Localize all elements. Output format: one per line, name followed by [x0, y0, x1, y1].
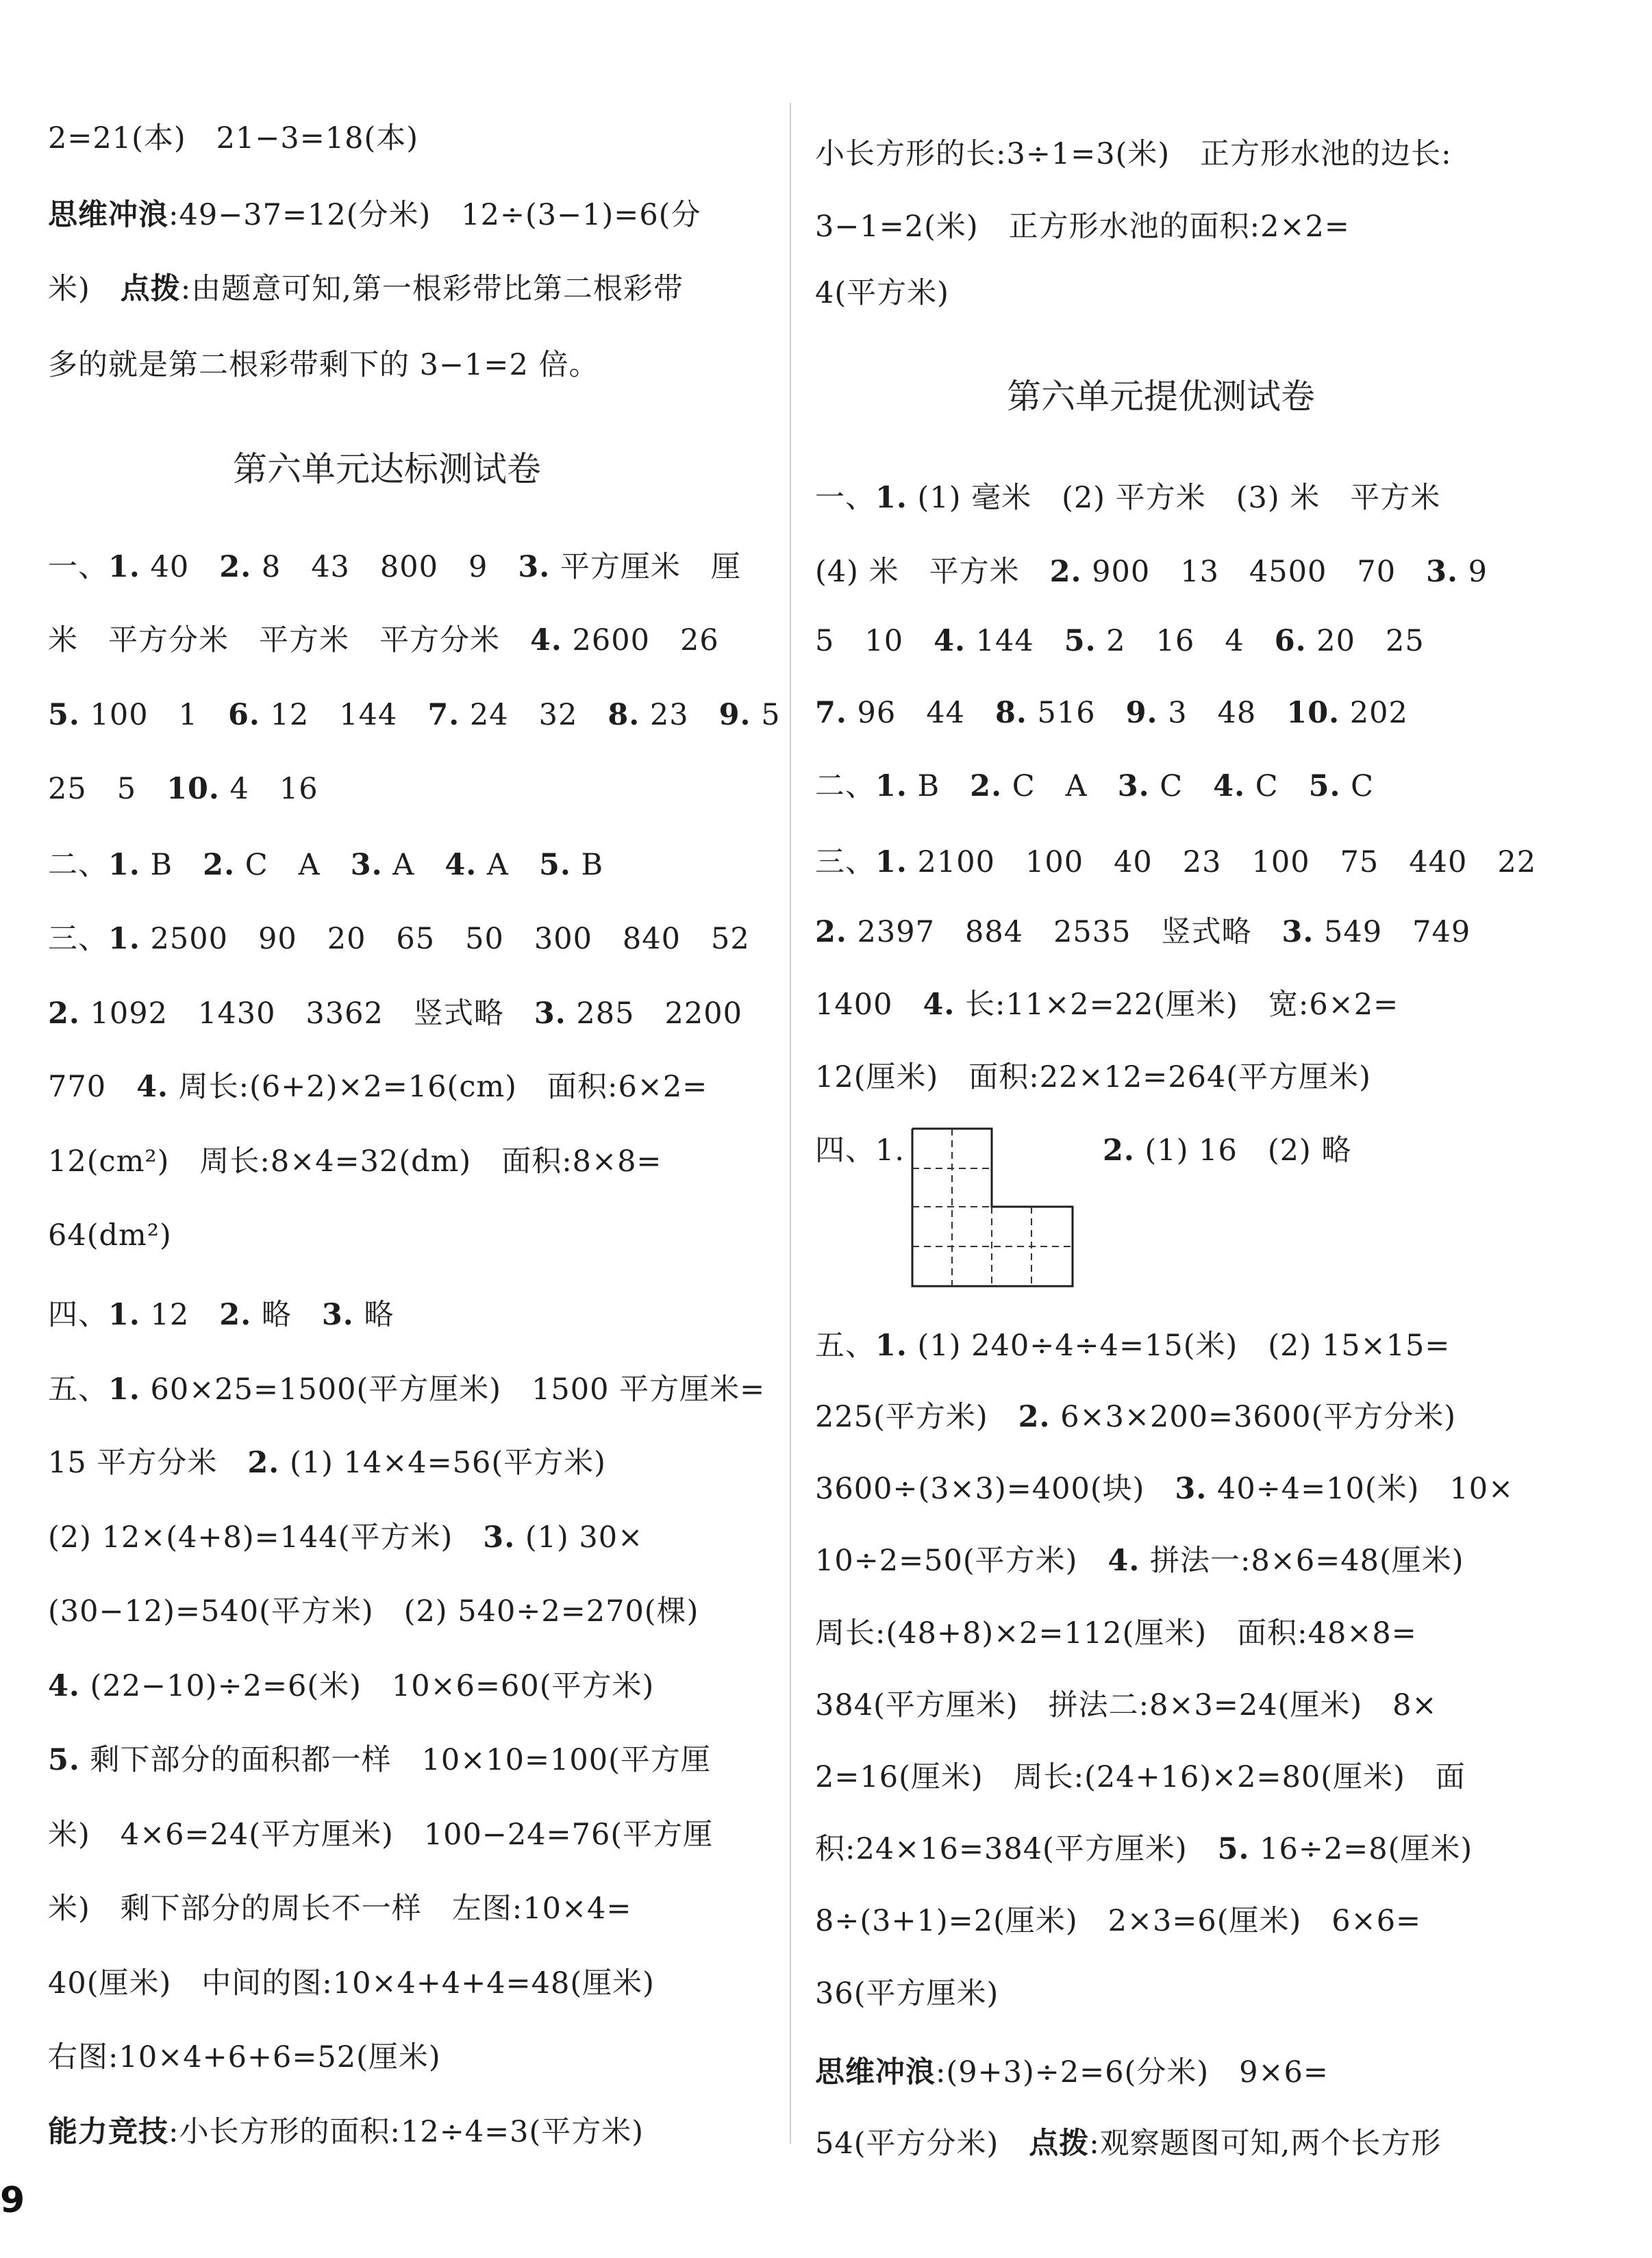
text-line: 5. 100 1 6. 12 144 7. 24 32 8. 23 9. 5: [48, 698, 781, 732]
text-line: 积:24×16=384(平方厘米) 5. 16÷2=8(厘米): [815, 1832, 1473, 1866]
text-line: 40(厘米) 中间的图:10×4+4+4=48(厘米): [48, 1966, 655, 2000]
text-line: [815, 2123, 1441, 2164]
text-line: 225(平方米) 2. 6×3×200=3600(平方分米): [815, 1400, 1457, 1434]
text-line: (4) 米 平方米 2. 900 13 4500 70 3. 9: [815, 555, 1488, 589]
text-line: (2) 12×(4+8)=144(平方米) 3. (1) 30×: [48, 1520, 644, 1555]
section-heading: 第六单元达标测试卷: [233, 449, 541, 489]
text-line: 米) 剩下部分的周长不一样 左图:10×4=: [48, 1892, 632, 1926]
text-line: 770 4. 周长:(6+2)×2=16(cm) 面积:6×2=: [48, 1070, 708, 1104]
text-line: 384(平方厘米) 拼法二:8×3=24(厘米) 8×: [815, 1688, 1438, 1722]
text-line: (30−12)=540(平方米) (2) 540÷2=270(棵): [48, 1594, 699, 1629]
text-span: 54(平方分米): [815, 2127, 1029, 2161]
text-line: 右图:10×4+6+6=52(厘米): [48, 2040, 441, 2074]
text-line: 5 10 4. 144 5. 2 16 4 6. 20 25: [815, 624, 1425, 658]
page-number: 9: [0, 2180, 25, 2221]
text-line: 25 5 10. 4 16: [48, 772, 318, 806]
text-line: 二、1. B 2. C A 3. C 4. C 5. C: [815, 769, 1375, 803]
thinking-label: 思维冲浪: [48, 198, 168, 232]
text-line: 12(厘米) 面积:22×12=264(平方厘米): [815, 1060, 1371, 1094]
text-span: :小长方形的面积:12÷4=3(平方米): [168, 2115, 644, 2149]
competition-label: 能力竞技: [48, 2115, 168, 2149]
text-line: 小长方形的长:3÷1=3(米) 正方形水池的边长:: [815, 137, 1452, 171]
text-line: 五、1. (1) 240÷4÷4=15(米) (2) 15×15=: [815, 1329, 1451, 1363]
text-line: 一、1. (1) 毫米 (2) 平方米 (3) 米 平方米: [815, 481, 1441, 515]
text-line: 2. 1092 1430 3362 竖式略 3. 285 2200: [48, 996, 742, 1031]
text-line: 多的就是第二根彩带剩下的 3−1=2 倍。: [48, 348, 599, 382]
text-line: 2=16(厘米) 周长:(24+16)×2=80(厘米) 面: [815, 1760, 1466, 1794]
text-line: 4(平方米): [815, 276, 949, 310]
text-line: 2. 2397 884 2535 竖式略 3. 549 749: [815, 915, 1471, 949]
text-line: 64(dm²): [48, 1218, 172, 1253]
text-line: 四、1. 12 2. 略 3. 略: [48, 1298, 395, 1332]
text-line: 4. (22−10)÷2=6(米) 10×6=60(平方米): [48, 1669, 655, 1703]
grid-figure: [911, 1127, 1075, 1288]
text-line: 10÷2=50(平方米) 4. 拼法一:8×6=48(厘米): [815, 1544, 1464, 1578]
text-line: 8÷(3+1)=2(厘米) 2×3=6(厘米) 6×6=: [815, 1904, 1422, 1938]
text-line: 三、1. 2100 100 40 23 100 75 440 22: [815, 845, 1537, 879]
text-line: [48, 268, 684, 310]
thinking-label: 思维冲浪: [815, 2055, 936, 2090]
text-line: 五、1. 60×25=1500(平方厘米) 1500 平方厘米=: [48, 1372, 766, 1407]
hint-label: 点拨: [1029, 2127, 1090, 2161]
text-line: 2. (1) 16 (2) 略: [1103, 1133, 1352, 1168]
column-divider: [790, 103, 791, 2144]
text-line: 15 平方分米 2. (1) 14×4=56(平方米): [48, 1446, 606, 1480]
text-line: 36(平方厘米): [815, 1977, 999, 2011]
text-line: 3600÷(3×3)=400(块) 3. 40÷4=10(米) 10×: [815, 1472, 1514, 1506]
text-line: 5. 剩下部分的面积都一样 10×10=100(平方厘: [48, 1743, 711, 1777]
text-line: 一、1. 40 2. 8 43 800 9 3. 平方厘米 厘: [48, 550, 741, 584]
section-heading: 第六单元提优测试卷: [1007, 377, 1315, 416]
text-line: 三、1. 2500 90 20 65 50 300 840 52: [48, 922, 750, 956]
text-line: 7. 96 44 8. 516 9. 3 48 10. 202: [815, 696, 1408, 730]
text-line: [815, 2052, 1329, 2093]
text-line: 周长:(48+8)×2=112(厘米) 面积:48×8=: [815, 1616, 1417, 1651]
text-line: 二、1. B 2. C A 3. A 4. A 5. B: [48, 848, 604, 882]
text-span: 米): [48, 272, 121, 306]
text-span: :49−37=12(分米) 12÷(3−1)=6(分: [168, 198, 701, 232]
text-line: 3−1=2(米) 正方形水池的面积:2×2=: [815, 210, 1350, 244]
text-span: :(9+3)÷2=6(分米) 9×6=: [936, 2055, 1329, 2090]
text-span: :观察题图可知,两个长方形: [1089, 2127, 1442, 2161]
text-line: 2=21(本) 21−3=18(本): [48, 121, 419, 155]
text-line: [48, 195, 701, 236]
text-line: 12(cm²) 周长:8×4=32(dm) 面积:8×8=: [48, 1144, 662, 1179]
text-line: 米 平方分米 平方米 平方分米 4. 2600 26: [48, 623, 719, 657]
text-span: :由题意可知,第一根彩带比第二根彩带: [180, 272, 684, 306]
text-line: 1400 4. 长:11×2=22(厘米) 宽:6×2=: [815, 988, 1399, 1022]
text-line: 四、1.: [815, 1133, 905, 1168]
text-line: [48, 2111, 644, 2153]
hint-label: 点拨: [120, 272, 181, 306]
text-line: 米) 4×6=24(平方厘米) 100−24=76(平方厘: [48, 1818, 714, 1852]
